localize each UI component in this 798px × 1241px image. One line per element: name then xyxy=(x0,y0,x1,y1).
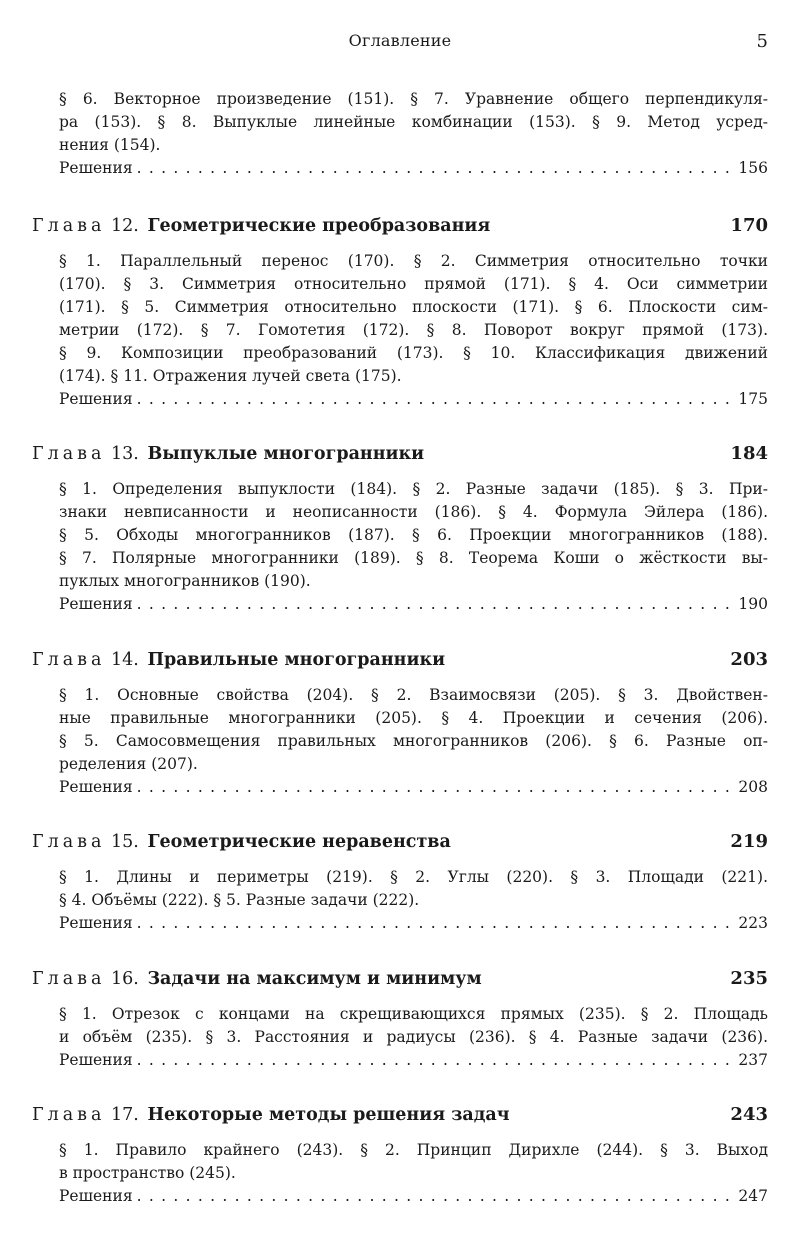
section-line: (170). § 3. Симметрия относительно прямой (171). § 4. Оси симметрии xyxy=(59,275,768,293)
section-line: ные правильные многогранники (205). § 4. Проекции и сечения (206). xyxy=(59,709,768,727)
chapter-word: Глава xyxy=(32,1105,106,1125)
chapter-14 xyxy=(32,647,768,799)
chapter-word: Глава xyxy=(32,216,106,236)
section-line: § 5. Самосовмещения правильных многогранников (206). § 6. Разные оп- xyxy=(59,732,768,750)
chapter-16 xyxy=(32,966,768,1072)
toc-continuation xyxy=(32,88,768,180)
chapter-number: 16. xyxy=(111,969,139,989)
solutions-entry[interactable] xyxy=(59,388,768,411)
chapter-heading[interactable] xyxy=(32,441,768,467)
section-line: пуклых многогранников (190). xyxy=(59,572,311,590)
chapter-number: 13. xyxy=(111,444,139,464)
solutions-label: Решения xyxy=(59,1187,133,1205)
chapter-word: Глава xyxy=(32,969,106,989)
chapter-heading[interactable] xyxy=(32,213,768,239)
section-line: нения (154). xyxy=(59,136,161,154)
section-list xyxy=(59,478,768,593)
chapter-title: Геометрические неравенства xyxy=(147,832,451,852)
solutions-label: Решения xyxy=(59,914,133,932)
chapter-heading[interactable] xyxy=(32,966,768,992)
solutions-entry[interactable] xyxy=(59,157,768,180)
solutions-entry[interactable] xyxy=(59,776,768,799)
dot-leader xyxy=(137,776,735,799)
solutions-entry[interactable] xyxy=(59,1185,768,1208)
section-line: § 7. Полярные многогранники (189). § 8. Теорема Коши о жёсткости вы- xyxy=(59,549,768,567)
chapter-title: Геометрические преобразования xyxy=(147,216,491,236)
section-line: § 6. Векторное произведение (151). § 7. Уравнение общего перпендикуля- xyxy=(59,90,768,108)
section-line: § 1. Отрезок с концами на скрещивающихся прямых (235). § 2. Площадь xyxy=(59,1005,768,1023)
section-line: знаки невписанности и неописанности (186). § 4. Формула Эйлера (186). xyxy=(59,503,768,521)
solutions-page: 223 xyxy=(738,914,768,932)
chapter-number: 12. xyxy=(111,216,139,236)
dot-leader xyxy=(137,593,735,616)
section-list xyxy=(59,866,768,912)
section-list xyxy=(59,88,768,157)
running-header-title: Оглавление xyxy=(348,31,452,50)
section-line: метрии (172). § 7. Гомотетия (172). § 8. Поворот вокруг прямой (173). xyxy=(59,321,768,339)
section-line: и объём (235). § 3. Расстояния и радиусы (236). § 4. Разные задачи (236). xyxy=(59,1028,768,1046)
solutions-page: 247 xyxy=(738,1187,768,1205)
toc-page xyxy=(32,0,768,1241)
section-line: § 5. Обходы многогранников (187). § 6. Проекции многогранников (188). xyxy=(59,526,768,544)
section-list xyxy=(59,1139,768,1185)
dot-leader xyxy=(137,1049,735,1072)
chapter-12 xyxy=(32,213,768,411)
section-line: § 1. Определения выпуклости (184). § 2. Разные задачи (185). § 3. При- xyxy=(59,480,768,498)
section-list xyxy=(59,684,768,776)
section-line: § 1. Основные свойства (204). § 2. Взаимосвязи (205). § 3. Двойствен- xyxy=(59,686,768,704)
chapter-word: Глава xyxy=(32,444,106,464)
chapter-17 xyxy=(32,1102,768,1208)
section-line: ределения (207). xyxy=(59,755,198,773)
chapter-title: Некоторые методы решения задач xyxy=(147,1105,510,1125)
solutions-label: Решения xyxy=(59,1051,133,1069)
section-list xyxy=(59,1003,768,1049)
section-line: ра (153). § 8. Выпуклые линейные комбинации (153). § 9. Метод усред- xyxy=(59,113,768,131)
section-list xyxy=(59,250,768,388)
chapter-page: 170 xyxy=(730,215,768,236)
section-line: (171). § 5. Симметрия относительно плоскости (171). § 6. Плоскости сим- xyxy=(59,298,768,316)
chapter-page: 219 xyxy=(730,831,768,852)
solutions-page: 237 xyxy=(738,1051,768,1069)
chapter-number: 17. xyxy=(111,1105,139,1125)
chapter-heading[interactable] xyxy=(32,647,768,673)
dot-leader xyxy=(137,157,735,180)
dot-leader xyxy=(137,912,735,935)
dot-leader xyxy=(137,1185,735,1208)
section-line: в пространство (245). xyxy=(59,1164,236,1182)
page-number: 5 xyxy=(756,31,768,52)
solutions-entry[interactable] xyxy=(59,912,768,935)
section-line: § 1. Правило крайнего (243). § 2. Принцип Дирихле (244). § 3. Выход xyxy=(59,1141,768,1159)
chapter-heading[interactable] xyxy=(32,1102,768,1128)
chapter-heading[interactable] xyxy=(32,829,768,855)
chapter-number: 14. xyxy=(111,650,139,670)
chapter-15 xyxy=(32,829,768,935)
solutions-label: Решения xyxy=(59,159,133,177)
solutions-page: 190 xyxy=(738,595,768,613)
chapter-page: 203 xyxy=(730,649,768,670)
solutions-label: Решения xyxy=(59,778,133,796)
solutions-label: Решения xyxy=(59,595,133,613)
chapter-page: 243 xyxy=(730,1104,768,1125)
solutions-page: 156 xyxy=(738,159,768,177)
dot-leader xyxy=(137,388,735,411)
chapter-word: Глава xyxy=(32,832,106,852)
solutions-page: 208 xyxy=(738,778,768,796)
solutions-label: Решения xyxy=(59,390,133,408)
chapter-word: Глава xyxy=(32,650,106,670)
chapter-page: 184 xyxy=(730,443,768,464)
section-line: § 1. Длины и периметры (219). § 2. Углы (220). § 3. Площади (221). xyxy=(59,868,768,886)
chapter-13 xyxy=(32,441,768,616)
solutions-entry[interactable] xyxy=(59,593,768,616)
chapter-title: Задачи на максимум и минимум xyxy=(147,969,482,989)
running-header xyxy=(32,31,768,55)
section-line: § 4. Объёмы (222). § 5. Разные задачи (222). xyxy=(59,891,420,909)
section-line: § 9. Композиции преобразований (173). § 10. Классификация движений xyxy=(59,344,768,362)
section-line: (174). § 11. Отражения лучей света (175). xyxy=(59,367,402,385)
section-line: § 1. Параллельный перенос (170). § 2. Симметрия относительно точки xyxy=(59,252,768,270)
solutions-entry[interactable] xyxy=(59,1049,768,1072)
chapter-number: 15. xyxy=(111,832,139,852)
chapter-title: Правильные многогранники xyxy=(147,650,446,670)
chapter-title: Выпуклые многогранники xyxy=(147,444,425,464)
chapter-page: 235 xyxy=(730,968,768,989)
solutions-page: 175 xyxy=(738,390,768,408)
